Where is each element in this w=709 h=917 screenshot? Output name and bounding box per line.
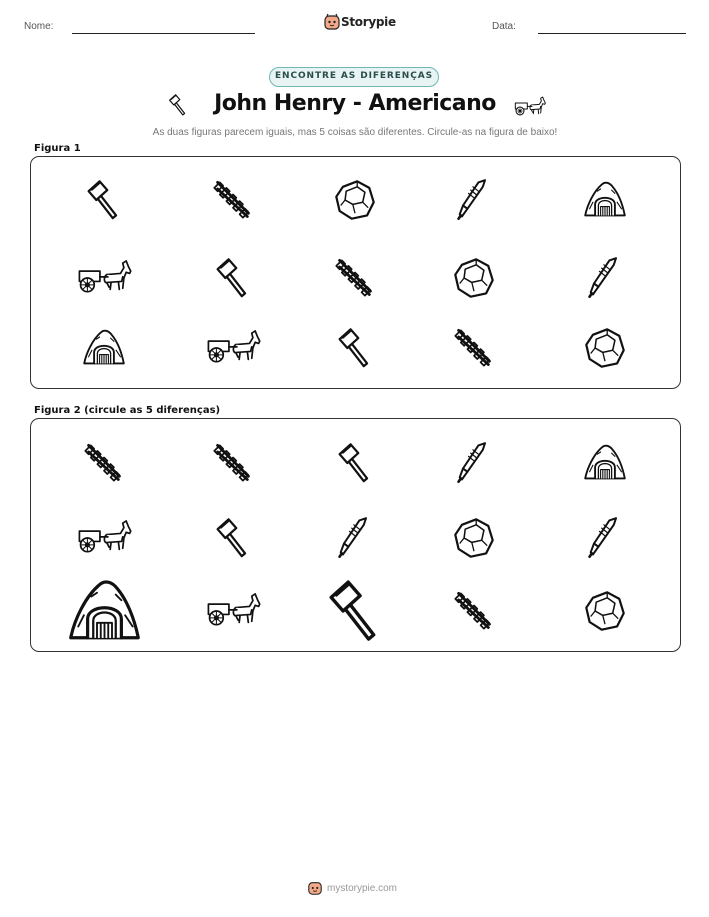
hammer-icon[interactable] [333, 441, 377, 485]
rock-icon [333, 178, 377, 222]
rock-icon[interactable] [452, 516, 496, 560]
footer-site: mystorypie.com [327, 883, 398, 894]
figure2-label: Figura 2 (circule as 5 diferenças) [34, 405, 221, 416]
rock-icon[interactable] [583, 589, 627, 633]
tunnel-icon[interactable] [67, 574, 142, 649]
date-field[interactable] [538, 33, 686, 34]
railroad-track-icon [452, 326, 496, 370]
storypie-logo-icon [323, 13, 341, 31]
railroad-track-icon[interactable] [452, 589, 496, 633]
page-title: John Henry - Americano [214, 91, 496, 116]
rock-icon [452, 256, 496, 300]
railroad-track-icon [333, 256, 377, 300]
horse-cart-icon[interactable] [76, 517, 133, 559]
chisel-icon[interactable] [452, 441, 496, 485]
railroad-track-icon[interactable] [211, 441, 255, 485]
railroad-track-icon[interactable] [82, 441, 126, 485]
hammer-icon[interactable] [321, 577, 389, 645]
horse-cart-icon [513, 95, 547, 119]
horse-cart-icon [76, 257, 133, 299]
activity-badge: ENCONTRE AS DIFERENÇAS [269, 67, 439, 87]
chisel-icon[interactable] [583, 516, 627, 560]
hammer-icon [211, 256, 255, 300]
horse-cart-icon[interactable] [205, 590, 262, 632]
date-label: Data: [492, 21, 516, 32]
hammer-icon [82, 178, 126, 222]
brand-name: Storypie [341, 15, 396, 29]
name-field[interactable] [72, 33, 255, 34]
rock-icon [583, 326, 627, 370]
hammer-icon [333, 326, 377, 370]
instructions: As duas figuras parecem iguais, mas 5 coisas são diferentes. Circule-as na figura de baixo! [152, 127, 558, 138]
chisel-icon[interactable] [333, 516, 377, 560]
tunnel-icon [82, 326, 126, 370]
figure1-label: Figura 1 [34, 143, 81, 154]
railroad-track-icon [211, 178, 255, 222]
tunnel-icon[interactable] [583, 441, 627, 485]
chisel-icon [452, 178, 496, 222]
storypie-footer-logo-icon [307, 880, 323, 896]
hammer-icon[interactable] [211, 516, 255, 560]
horse-cart-icon [205, 327, 262, 369]
tunnel-icon [583, 178, 627, 222]
name-label: Nome: [24, 21, 54, 32]
chisel-icon [583, 256, 627, 300]
